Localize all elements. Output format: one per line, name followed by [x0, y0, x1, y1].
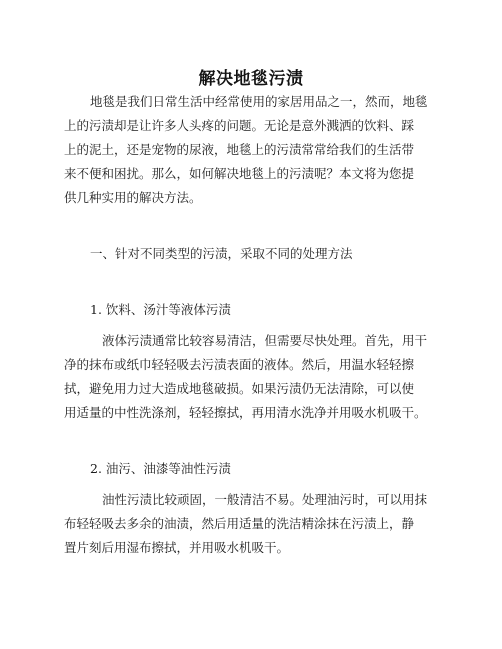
paragraph-line: 用适量的中性洗涤剂，轻轻擦拭，再用清水洗净并用吸水机吸干。 — [64, 405, 427, 420]
paragraph-line: 净的抹布或纸巾轻轻吸去污渍表面的液体。然后，用温水轻轻擦 — [64, 357, 415, 372]
paragraph-line: 油性污渍比较顽固，一般清洁不易。处理油污时，可以用抹 — [102, 492, 428, 507]
paragraph-line: 拭，避免用力过大造成地毯破损。如果污渍仍无法清除，可以使 — [64, 381, 415, 396]
intro-line: 来不便和困扰。那么，如何解决地毯上的污渍呢？本文将为您提 — [64, 166, 415, 181]
intro-line: 上的泥土，还是宠物的尿液，地毯上的污渍常常给我们的生活带 — [64, 142, 415, 157]
intro-line: 供几种实用的解决方法。 — [64, 190, 202, 205]
intro-line: 上的污渍却是让许多人头疼的问题。无论是意外溅洒的饮料、踩 — [64, 118, 415, 133]
paragraph-line: 置片刻后用湿布擦拭，并用吸水机吸干。 — [64, 540, 290, 555]
paragraph-line: 布轻轻吸去多余的油渍，然后用适量的洗洁精涂抹在污渍上，静 — [64, 516, 415, 531]
document-title: 解决地毯污渍 — [198, 69, 304, 89]
subsection-heading: 1. 饮料、汤汁等液体污渍 — [90, 302, 231, 317]
subsection-heading: 2. 油污、油漆等油性污渍 — [90, 461, 231, 476]
section-heading: 一、针对不同类型的污渍，采取不同的处理方法 — [90, 246, 353, 261]
intro-line: 地毯是我们日常生活中经常使用的家居用品之一，然而，地毯 — [90, 94, 428, 109]
paragraph-line: 液体污渍通常比较容易清洁，但需要尽快处理。首先，用干 — [102, 333, 428, 348]
